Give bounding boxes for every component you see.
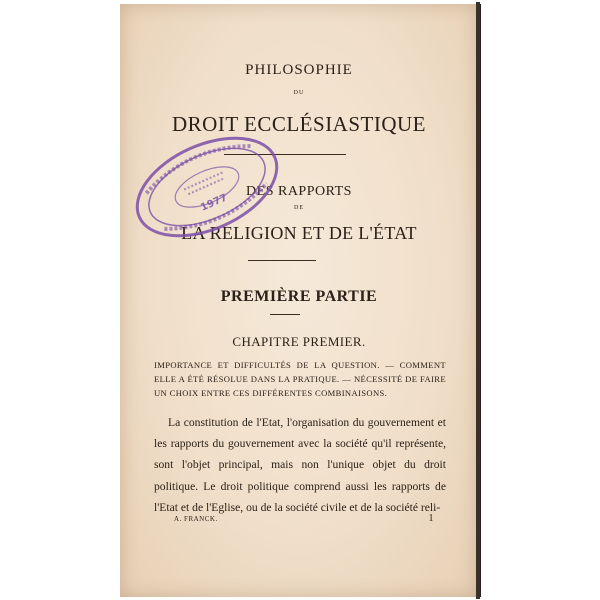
library-stamp: [127, 128, 287, 246]
page-number: 1: [428, 513, 434, 524]
main-title: DROIT ECCLÉSIASTIQUE: [171, 112, 427, 136]
part-heading: PREMIÈRE PARTIE: [220, 288, 378, 305]
stamp-lettering-center: [184, 172, 227, 195]
page-footer: [174, 515, 434, 523]
body-paragraph: La constitution de l'Etat, l'organisation du gouvernement et les rapports du gouvernement avec la société qu'il représente, sont l'objet principal, mais non l'unique objet du droit politique. Le droit politique comprend aussi les rapports de l'Etat et de l'Eglise, ou de la société civile et de la société reli-: [154, 416, 446, 514]
book-spine-edge: [476, 2, 480, 599]
subtitle-de: DE: [294, 205, 304, 211]
footer-author: A. FRANCK.: [174, 515, 218, 523]
subtitle-religion: LA RELIGION ET DE L'ÉTAT: [181, 223, 417, 243]
chapter-summary: IMPORTANCE ET DIFFICULTÉS DE LA QUESTION. — COMMENT ELLE A ÉTÉ RÉSOLUE DANS LA PRATIQUE. — NÉCESSITÉ DE FAIRE UN CHOIX ENTRE CES DIFFÉRENTES COMBINAISONS.: [154, 360, 446, 398]
subtitle-rapports: DES RAPPORTS: [246, 184, 352, 199]
stamp-year: 1977: [199, 192, 230, 214]
title-du: DU: [293, 90, 305, 96]
stamp-lettering-bottom: [164, 183, 271, 240]
chapter-heading: CHAPITRE PREMIER.: [232, 334, 366, 349]
subtitle-divider: [248, 260, 316, 261]
part-divider: [270, 314, 300, 315]
title-philosophie: PHILOSOPHIE: [245, 62, 353, 78]
book-page: [120, 4, 481, 597]
